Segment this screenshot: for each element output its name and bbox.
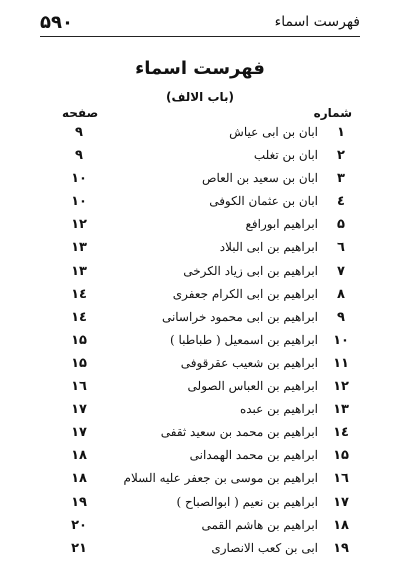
entry-name: ابراهیم بن اسمعیل ( طباطبا ) [170,332,318,347]
entry-name: ابراهیم بن موسی بن جعفر علیه السلام [123,471,318,486]
entry-number: ۹ [337,309,345,325]
entry-name: ابراهیم بن عبده [239,402,318,417]
index-row [40,376,360,399]
index-row [40,168,360,191]
entry-page: ۱۰ [71,171,87,187]
entry-name: ابان بن تغلب [253,148,318,163]
index-row [40,538,360,561]
entry-name: ابراهیم بن نعیم ( ابوالصباح ) [176,494,318,509]
index-row [40,307,360,330]
page-title: فهرست اسماء [135,58,265,79]
entry-page: ۱۳ [71,263,87,279]
entry-page: ۱۷ [71,402,87,418]
entry-page: ۱۰ [71,194,87,210]
entry-number: ۸ [337,286,345,302]
entry-number: ۱۳ [333,402,349,418]
index-row [40,214,360,237]
entry-page: ۱٤ [71,309,87,325]
entry-name: ابراهیم بن محمد الهمدانی [189,448,318,463]
entry-name: ابراهیم بن ابی محمود خراسانی [161,309,318,324]
column-header-number: شماره [313,106,352,120]
entry-page: ۱۹ [71,494,87,510]
entry-page: ۱۸ [71,448,87,464]
entry-name: ابان بن سعید بن العاص [201,171,318,186]
index-row [40,515,360,538]
entry-number: ۱۹ [333,540,349,556]
entry-name: ابراهیم بن هاشم القمی [201,517,318,532]
entry-number: ۱٤ [333,425,349,441]
entry-page: ۱۸ [71,471,87,487]
index-row [40,492,360,515]
entry-page: ۱٤ [71,286,87,302]
index-row [40,261,360,284]
entry-number: ۱۸ [333,517,349,533]
index-row [40,237,360,260]
entry-name: ابراهیم بن ابی الکرام جعفری [172,286,318,301]
entry-page: ۹ [75,148,83,164]
entry-page: ۱۳ [71,240,87,256]
entry-number: ۱ [337,125,345,140]
entry-name: ابراهیم بن ابی زیاد الکرخی [183,263,318,278]
entry-number: ۳ [337,171,345,187]
entry-number: ۱٦ [333,471,349,487]
index-row [40,145,360,168]
entry-name: ابان بن عثمان الکوفی [209,194,318,209]
entry-number: ۱۵ [333,448,349,464]
entry-number: ۱۷ [333,494,349,510]
entry-page: ۱۵ [71,332,87,348]
index-row [40,330,360,353]
entry-page: ۱۲ [71,217,87,233]
index-row [40,422,360,445]
page-number: ۵۹۰ [40,12,73,33]
entry-number: ۱۱ [333,355,349,371]
entry-page: ۲۱ [71,540,87,556]
index-row [40,353,360,376]
column-header-page: صفحه [62,106,99,120]
entry-number: ٦ [337,240,345,256]
entry-name: ابراهیم بن شعیب عقرقوفی [180,355,318,370]
entry-page: ۱٦ [71,379,87,395]
header-rule [40,36,360,37]
entry-page: ۱۷ [71,425,87,441]
entry-name: ابراهیم بن ابی البلاد [219,240,318,255]
entry-name: ابان بن ابی عیاش [229,125,318,139]
entry-number: ۲ [337,148,345,164]
index-row [40,191,360,214]
entry-name: ابراهیم ابورافع [245,217,318,232]
entry-name: ابراهیم بن العباس الصولی [187,379,318,394]
entry-number: ۱۰ [333,332,349,348]
entry-page: ۱۵ [71,355,87,371]
entry-name: ابراهیم بن محمد بن سعید ثقفی [160,425,318,440]
entry-number: ۵ [337,217,345,233]
index-row [40,445,360,468]
section-subtitle: (باب الالف) [165,90,235,104]
index-row [40,399,360,422]
entry-name: ابی بن کعب الانصاری [211,540,318,555]
index-list [40,122,360,561]
index-row [40,122,360,145]
entry-number: ٤ [337,194,345,210]
page-header [40,10,360,38]
entry-page: ۹ [75,125,83,140]
entry-page: ۲۰ [71,517,87,533]
index-row [40,284,360,307]
index-row [40,468,360,491]
running-title: فهرست اسماء [274,14,360,30]
entry-number: ۱۲ [333,379,349,395]
entry-number: ۷ [337,263,345,279]
